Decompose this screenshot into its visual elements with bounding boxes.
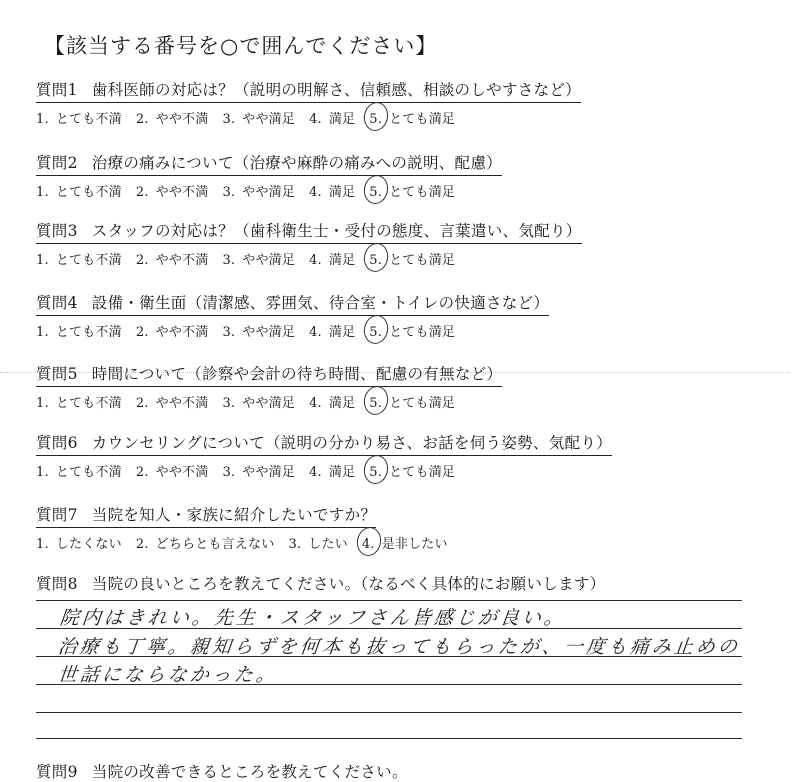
question-number: 質問6 [36,434,78,452]
question-7 [36,503,736,552]
answer-options [36,108,736,127]
answer-options [36,392,736,411]
question-text: 当院の改善できるところを教えてください。 [91,763,408,781]
question-2 [36,151,736,200]
question-number: 質問3 [36,222,78,240]
option-3[interactable]: 3. やや満足 [222,325,296,340]
option-1[interactable]: 1. とても不満 [36,185,122,200]
option-1[interactable]: 1. したくない [36,537,122,552]
option-4[interactable]: 4. 満足 [309,396,356,411]
question-1 [36,78,736,127]
option-2[interactable]: 2. やや不満 [135,185,209,200]
question-number: 質問1 [36,81,78,99]
question-number: 質問5 [36,365,78,383]
option-1[interactable]: 1. とても不満 [36,396,122,411]
question-title [36,572,736,594]
option-3[interactable]: 3. やや満足 [222,185,296,200]
question-8 [36,572,736,594]
ruled-line [36,712,742,713]
option-4[interactable]: 4. 満足 [309,253,356,268]
option-1[interactable]: 1. とても不満 [36,253,122,268]
question-5 [36,362,736,411]
option-4[interactable]: 4. 満足 [309,325,356,340]
option-3[interactable]: 3. やや満足 [222,396,296,411]
option-1[interactable]: 1. とても不満 [36,465,122,480]
question-text: 当院の良いところを教えてください。（なるべく具体的にお願いします） [91,575,606,593]
question-title [36,362,502,387]
option-2[interactable]: 2. やや不満 [135,112,209,127]
question-title [36,151,502,176]
question-text: 治療の痛みについて（治療や麻酔の痛みへの説明、配慮） [91,154,502,172]
question-4 [36,291,736,340]
option-5[interactable]: 5. とても満足 [369,392,455,411]
option-2[interactable]: 2. やや不満 [135,253,209,268]
option-5[interactable]: 5. とても満足 [369,108,455,127]
question-9 [36,760,736,782]
question-number: 質問9 [36,763,78,781]
option-1[interactable]: 1. とても不満 [36,112,122,127]
handwritten-line-1: 院内はきれい。先生・スタッフさん皆感じが良い。 [58,607,568,629]
answer-options [36,181,736,200]
option-4[interactable]: 4. 是非したい [362,533,448,552]
option-3[interactable]: 3. やや満足 [222,112,296,127]
question-title [36,760,736,782]
question-number: 質問7 [36,506,78,524]
ruled-line [36,600,742,601]
question-3 [36,219,736,268]
option-4[interactable]: 4. 満足 [309,465,356,480]
question-title [36,291,549,316]
option-4[interactable]: 4. 満足 [309,185,356,200]
option-5[interactable]: 5. とても満足 [369,181,455,200]
option-3[interactable]: 3. やや満足 [222,465,296,480]
answer-options [36,321,736,340]
option-2[interactable]: 2. やや不満 [135,465,209,480]
question-6 [36,431,736,480]
question-number: 質問8 [36,575,78,593]
option-1[interactable]: 1. とても不満 [36,325,122,340]
question-text: 時間について（診察や会計の待ち時間、配慮の有無など） [91,365,503,383]
question-title [36,219,582,244]
instruction-heading: 【該当する番号を○で囲んでください】 [44,34,438,58]
answer-options [36,461,736,480]
question-text: スタッフの対応は？（歯科衛生士・受付の態度、言葉遣い、気配り） [91,222,582,240]
question-number: 質問2 [36,154,78,172]
question-number: 質問4 [36,294,78,312]
question-title [36,431,612,456]
question-title [36,503,376,528]
question-text: 歯科医師の対応は？（説明の明解さ、信頼感、相談のしやすさなど） [91,81,581,99]
option-5[interactable]: 5. とても満足 [369,321,455,340]
answer-options [36,533,736,552]
question-text: 当院を知人・家族に紹介したいですか？ [91,506,377,524]
option-3[interactable]: 3. したい [288,537,348,552]
option-5[interactable]: 5. とても満足 [369,461,455,480]
question-text: 設備・衛生面（清潔感、雰囲気、待合室・トイレの快適さなど） [91,294,550,312]
ruled-line [36,738,742,739]
option-2[interactable]: 2. どちらとも言えない [135,537,275,552]
question-title [36,78,581,103]
handwritten-line-3: 世話にならなかった。 [56,664,280,686]
answer-options [36,249,736,268]
option-3[interactable]: 3. やや満足 [222,253,296,268]
option-4[interactable]: 4. 満足 [309,112,356,127]
option-2[interactable]: 2. やや不満 [135,325,209,340]
question-text: カウンセリングについて（説明の分かり易さ、お話を伺う姿勢、気配り） [91,434,612,452]
option-5[interactable]: 5. とても満足 [369,249,455,268]
handwritten-line-2: 治療も丁寧。親知らずを何本も抜ってもらったが、一度も痛み止めの [56,636,742,658]
option-2[interactable]: 2. やや不満 [135,396,209,411]
